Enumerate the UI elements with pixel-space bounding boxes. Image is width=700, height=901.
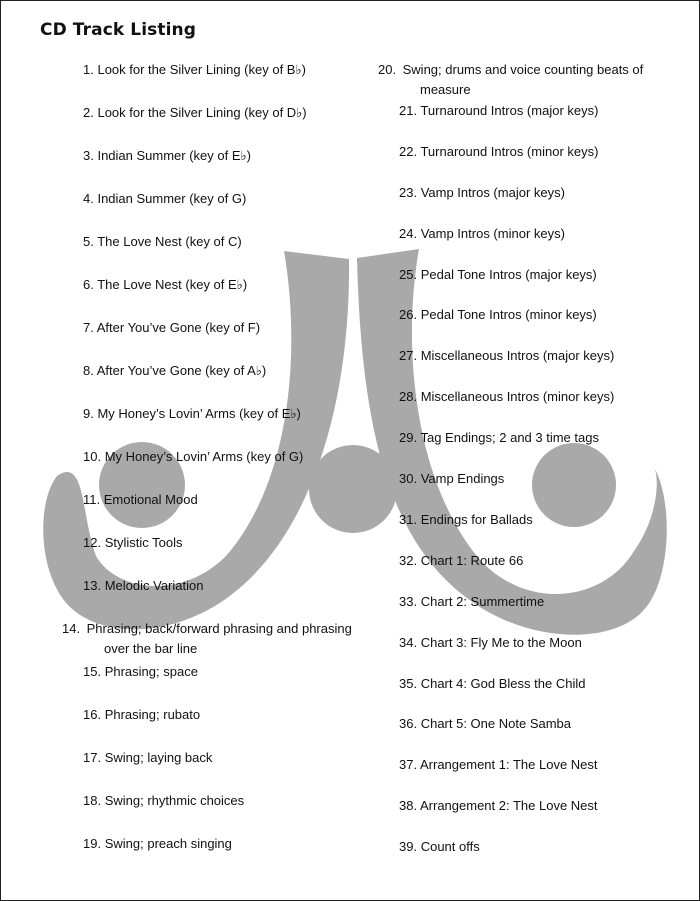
track-item (399, 510, 639, 530)
track-item: 14. Phrasing; back/forward phrasing and phrasing over the bar line (62, 621, 352, 656)
track-item (399, 796, 639, 816)
track-item (83, 576, 353, 596)
track-number: 16. (83, 707, 102, 722)
track-number: 30. (399, 471, 418, 486)
track-item (399, 387, 639, 407)
track-item (399, 101, 639, 121)
track-number: 21. (399, 102, 418, 118)
track-title: Miscellaneous Intros (major keys) (420, 348, 615, 364)
track-title: Swing; laying back (104, 750, 213, 765)
track-title: Emotional Mood (103, 492, 198, 507)
track-item (399, 469, 639, 489)
track-number: 26. (399, 307, 418, 323)
track-item (399, 755, 639, 775)
track-title: The Love Nest (key of E♭) (97, 277, 248, 292)
track-title: Look for the Silver Lining (key of D♭) (97, 105, 307, 120)
track-number: 38. (399, 798, 418, 814)
track-title: Vamp Intros (major keys) (420, 184, 565, 200)
track-item: 20. Swing; drums and voice counting beats of measure (378, 62, 644, 97)
track-title: Phrasing; rubato (104, 707, 201, 722)
track-title: Vamp Intros (minor keys) (420, 225, 565, 241)
track-title: Indian Summer (key of E♭) (97, 148, 251, 163)
track-title: Swing; preach singing (104, 836, 232, 851)
track-number: 36. (399, 716, 418, 732)
track-title: Chart 4: God Bless the Child (420, 675, 586, 691)
track-number: 2. (83, 105, 94, 120)
track-title: Phrasing; back/forward phrasing and phrasing over the bar line (86, 621, 352, 656)
track-item (83, 146, 353, 166)
track-number: 1. (83, 62, 94, 77)
track-number: 3. (83, 148, 94, 163)
track-item (399, 674, 639, 694)
track-item (83, 361, 353, 381)
track-title: Arrangement 2: The Love Nest (419, 798, 598, 814)
track-item (83, 447, 353, 467)
track-item (399, 714, 639, 734)
track-number: 8. (83, 363, 94, 378)
track-item (83, 533, 353, 553)
track-item (83, 490, 353, 510)
track-title: Turnaround Intros (major keys) (420, 102, 599, 118)
track-title: Turnaround Intros (minor keys) (420, 143, 599, 159)
track-number: 11. (83, 492, 101, 507)
track-title: Swing; rhythmic choices (104, 793, 245, 808)
track-title: Endings for Ballads (420, 511, 533, 527)
track-number: 15. (83, 664, 102, 679)
track-number: 35. (399, 675, 418, 691)
track-item (83, 748, 353, 768)
track-number: 34. (399, 634, 418, 650)
track-number: 19. (83, 836, 102, 851)
track-item (83, 705, 353, 725)
track-title: Pedal Tone Intros (minor keys) (420, 307, 597, 323)
track-item (83, 834, 353, 854)
track-item (399, 265, 639, 285)
track-item (83, 103, 353, 123)
track-number: 24. (399, 225, 418, 241)
track-title: After You’ve Gone (key of F) (96, 320, 261, 335)
track-title: Melodic Variation (104, 578, 204, 593)
track-item (399, 837, 639, 857)
track-item (83, 189, 353, 209)
track-number: 27. (399, 348, 418, 364)
track-title: The Love Nest (key of C) (97, 234, 242, 249)
track-item (83, 404, 353, 424)
track-title: Count offs (420, 839, 480, 855)
track-item (399, 633, 639, 653)
track-title: Vamp Endings (420, 471, 505, 486)
track-item (83, 275, 353, 295)
track-title: Pedal Tone Intros (major keys) (420, 266, 597, 282)
page-title: CD Track Listing (40, 20, 196, 40)
track-title: Chart 1: Route 66 (420, 552, 524, 568)
track-item (399, 183, 639, 203)
track-title: Stylistic Tools (104, 535, 183, 550)
track-title: Tag Endings; 2 and 3 time tags (420, 430, 599, 446)
track-title: Phrasing; space (104, 664, 198, 679)
track-number: 18. (83, 793, 102, 808)
track-item (399, 551, 639, 571)
track-number: 25. (399, 266, 418, 282)
track-item (83, 662, 353, 682)
track-title: Arrangement 1: The Love Nest (419, 757, 598, 773)
track-number: 7. (83, 320, 94, 335)
track-item (83, 232, 353, 252)
track-title: After You’ve Gone (key of A♭) (96, 363, 267, 378)
track-number: 29. (399, 430, 418, 446)
track-number: 22. (399, 143, 418, 159)
track-title: Chart 2: Summertime (420, 593, 545, 609)
track-title: Swing; drums and voice counting beats of measure (402, 62, 644, 97)
track-item (399, 592, 639, 612)
track-number: 13. (83, 578, 102, 593)
track-number: 28. (399, 389, 418, 405)
track-title: Miscellaneous Intros (minor keys) (420, 389, 615, 405)
track-title: My Honey’s Lovin’ Arms (key of E♭) (97, 406, 301, 421)
track-title: Look for the Silver Lining (key of B♭) (97, 62, 306, 77)
track-item (83, 791, 353, 811)
track-item (399, 142, 639, 162)
track-number: 39. (399, 839, 418, 855)
track-item (83, 318, 353, 338)
track-title: Chart 3: Fly Me to the Moon (420, 634, 582, 650)
track-item (83, 60, 353, 80)
track-item (399, 305, 639, 325)
track-number: 23. (399, 184, 418, 200)
track-number: 4. (83, 191, 94, 206)
track-number: 5. (83, 234, 94, 249)
track-number: 17. (83, 750, 102, 765)
track-number: 12. (83, 535, 102, 550)
track-number: 9. (83, 406, 94, 421)
track-title: Indian Summer (key of G) (97, 191, 247, 206)
track-number: 6. (83, 277, 94, 292)
track-number: 31. (399, 511, 418, 527)
track-number: 32. (399, 552, 418, 568)
track-number: 33. (399, 593, 418, 609)
track-item (399, 346, 639, 366)
track-title: Chart 5: One Note Samba (420, 716, 572, 732)
track-item (399, 224, 639, 244)
track-item (399, 428, 639, 448)
track-number: 10. (83, 449, 102, 464)
track-title: My Honey’s Lovin’ Arms (key of G) (104, 449, 304, 464)
track-number: 37. (399, 757, 418, 773)
